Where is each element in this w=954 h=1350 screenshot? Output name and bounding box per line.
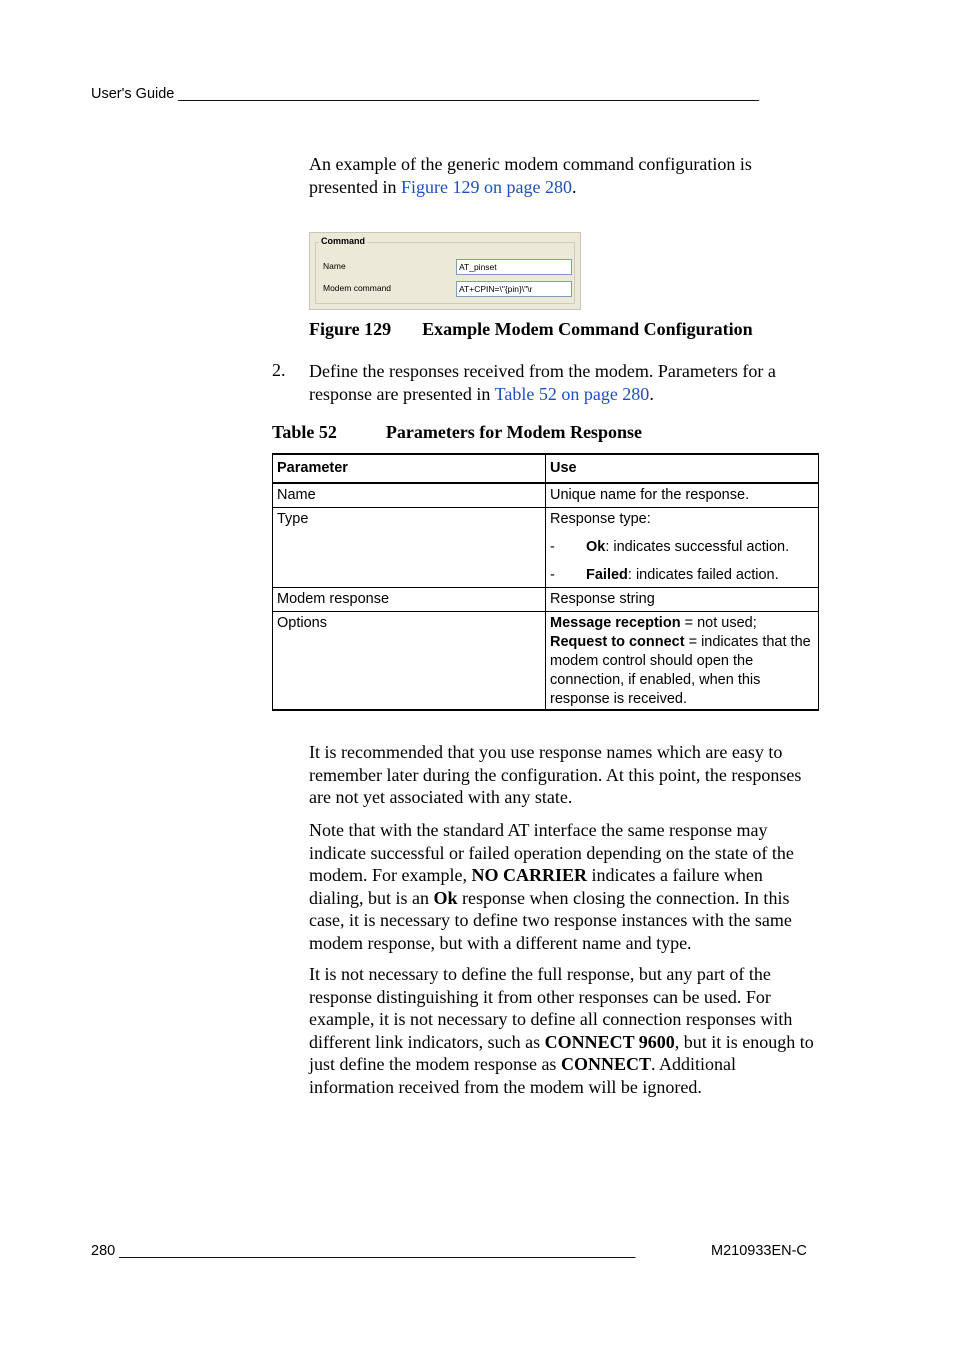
body-paragraph-3: It is not necessary to define the full response, but any part of the response distinguishing it from other responses can be used. For example, it is not necessary to define all connection responses with different link indicators, such as CONNECT 9600, but it is enough to just define the modem response as CONNECT. Additional information received from the modem will be ignored.	[309, 964, 814, 1097]
bullet-text: Failed: indicates failed action.	[586, 567, 779, 583]
figure-caption	[309, 319, 753, 340]
body-paragraph-2: Note that with the standard AT interface the same response may indicate successful or failed operation depending on the state of the modem. For example, NO CARRIER indicates a failure when dialing, but is an Ok response when closing the connection. In this case, it is necessary to define two response instances with the same modem response, but with a different name and type.	[309, 820, 794, 953]
figure-link[interactable]: Figure 129 on page 280	[400, 176, 572, 197]
modem-command-input[interactable]: AT+CPIN=\"{pin}\"\r	[456, 281, 572, 297]
figure-title: Example Modem Command Configuration	[422, 319, 753, 339]
step2-period: .	[649, 383, 654, 404]
table-row	[273, 483, 819, 508]
list-item	[550, 538, 814, 557]
parameters-table	[272, 453, 819, 711]
list-item	[550, 566, 814, 585]
cell-modem-use: Response string	[546, 588, 819, 612]
page-header: User's Guide ________________________________________________________________________	[91, 86, 760, 102]
table-caption	[272, 422, 642, 443]
cell-options-use: Message reception = not used; Request to connect = indicates that the modem control should open the connection, if enabled, when this response is received.	[546, 612, 819, 711]
type-intro: Response type:	[550, 511, 651, 527]
step-number: 2.	[272, 360, 286, 380]
name-label: Name	[323, 261, 346, 271]
bullet-text: Ok: indicates successful action.	[586, 539, 790, 555]
header-use: Use	[546, 454, 819, 483]
header-parameter: Parameter	[273, 454, 546, 483]
cell-name-param: Name	[273, 483, 546, 508]
name-input[interactable]: AT_pinset	[456, 259, 572, 275]
table-row	[273, 508, 819, 588]
table-header-row	[273, 454, 819, 483]
cell-name-use: Unique name for the response.	[546, 483, 819, 508]
command-group-title: Command	[321, 236, 366, 246]
table-row	[273, 588, 819, 612]
cell-type-param: Type	[273, 508, 546, 588]
cell-modem-param: Modem response	[273, 588, 546, 612]
modem-command-label: Modem command	[323, 283, 392, 293]
table-title: Parameters for Modem Response	[385, 422, 642, 442]
intro-text: An example of the generic modem command configuration is presented in	[309, 154, 752, 197]
document-code: M210933EN-C	[711, 1243, 807, 1259]
command-group-box	[315, 242, 575, 304]
modem-command-dialog-screenshot	[309, 232, 581, 310]
figure-number: Figure 129	[309, 319, 392, 339]
bullet-dash: -	[550, 567, 555, 583]
step2-text: Define the responses received from the modem. Parameters for a response are presented in	[309, 361, 776, 404]
cell-options-param: Options	[273, 612, 546, 711]
table-link[interactable]: Table 52 on page 280	[494, 383, 650, 404]
intro-paragraph	[309, 153, 821, 198]
table-number: Table 52	[272, 422, 337, 442]
body-paragraph-1: It is recommended that you use response names which are easy to remember later during the configuration. At this point, the responses are not yet associated with any state.	[309, 742, 802, 808]
table-row	[273, 612, 819, 711]
cell-type-use	[546, 508, 819, 588]
bullet-dash: -	[550, 539, 555, 555]
page-number: 280 ________________________________________________________________	[91, 1243, 636, 1259]
step2-paragraph	[309, 360, 821, 405]
intro-period: .	[571, 176, 577, 197]
